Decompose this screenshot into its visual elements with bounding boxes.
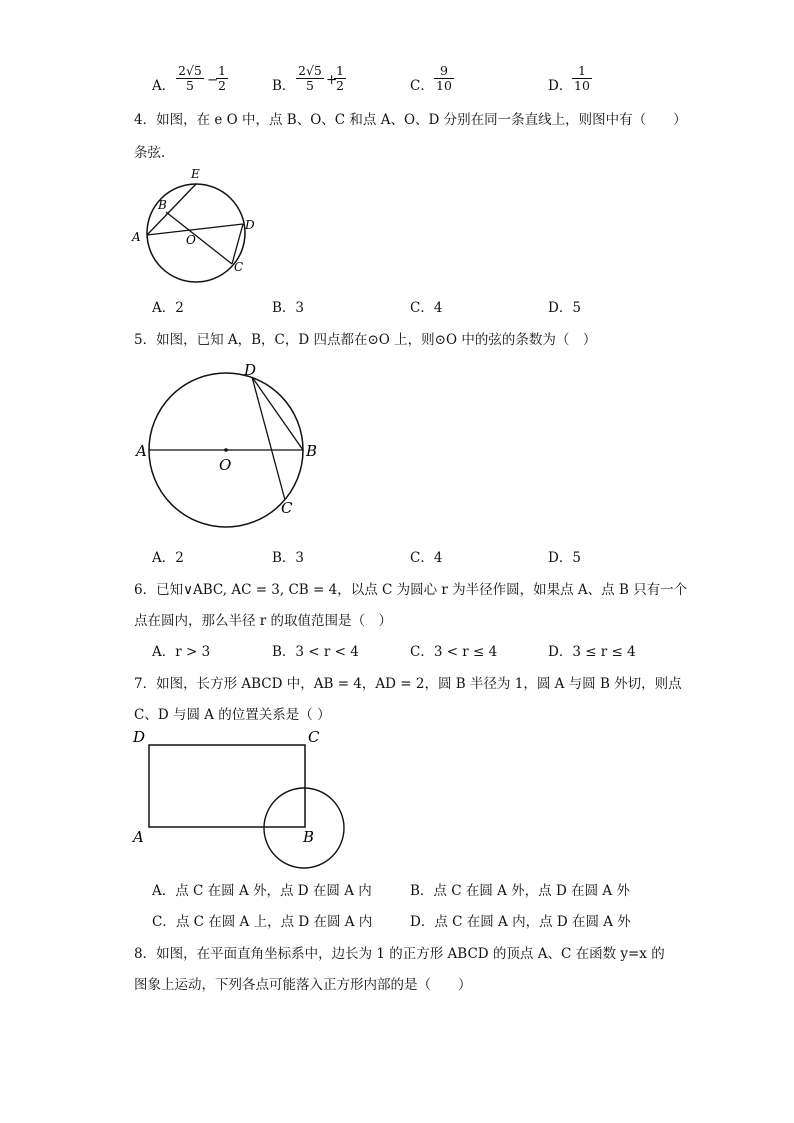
q3-a-frac1: $\frac{2√5}{5}$ (178, 63, 202, 93)
q7-figure (128, 724, 358, 872)
q5-label-d: D (244, 361, 257, 379)
q7-stem-line2: C、D 与圆 A 的位置关系是（ ） (134, 707, 331, 723)
q6-option-d: D．3 ≤ r ≤ 4 (548, 644, 636, 660)
q3-b-frac1: $\frac{2√5}{5}$ (298, 63, 322, 93)
q8-stem-line2: 图象上运动，下列各点可能落入正方形内部的是（ ） (134, 977, 472, 993)
q4-label-d: D (245, 218, 255, 232)
q4-figure (128, 164, 268, 284)
q3-c-frac: $\frac{9}{10}$ (436, 63, 452, 93)
q4-label-a: A (132, 230, 141, 244)
q3-b-operator: + (326, 72, 338, 88)
q4-stem-line2: 条弦． (134, 145, 175, 161)
q3-option-b-label: B． (272, 78, 296, 94)
q7-label-a: A (133, 828, 144, 846)
q5-chord-db (252, 377, 303, 450)
q4-option-a: A．2 (152, 300, 184, 316)
q5-label-a: A (136, 442, 147, 460)
q7-rectangle-abcd (149, 745, 305, 827)
q5-label-b: B (306, 442, 318, 460)
q5-label-c: C (281, 499, 293, 517)
q5-option-a: A．2 (152, 550, 184, 566)
q3-option-a-label: A． (152, 78, 176, 94)
q6-option-c: C．3 < r ≤ 4 (410, 644, 498, 660)
q3-a-frac2: $\frac{1}{2}$ (218, 63, 226, 93)
q4-label-b: B (158, 198, 167, 212)
q5-option-b: B．3 (272, 550, 305, 566)
q4-chord-ae (147, 184, 196, 235)
q4-option-c: C．4 (410, 300, 443, 316)
q3-b-frac2: $\frac{1}{2}$ (336, 63, 344, 93)
q7-option-b: B．点 C 在圆 A 外，点 D 在圆 A 外 (410, 883, 630, 899)
q6-stem-line1: 6．已知∨ABC, AC = 3, CB = 4，以点 C 为圆心 r 为半径作圆，如果点 A、点 B 只有一个 (134, 582, 688, 598)
q7-option-a: A．点 C 在圆 A 外，点 D 在圆 A 内 (152, 883, 372, 899)
q3-d-frac: $\frac{1}{10}$ (574, 63, 590, 93)
q7-label-b: B (303, 828, 315, 846)
q4-option-d: D．5 (548, 300, 581, 316)
q6-option-b: B．3 < r < 4 (272, 644, 359, 660)
q4-label-c: C (234, 260, 244, 274)
q5-option-d: D．5 (548, 550, 581, 566)
q7-stem-line1: 7．如图，长方形 ABCD 中，AB = 4，AD = 2，圆 B 半径为 1，圆 A 与圆 B 外切，则点 (134, 676, 682, 692)
q5-option-c: C．4 (410, 550, 443, 566)
q7-option-c: C．点 C 在圆 A 上，点 D 在圆 A 内 (152, 914, 373, 930)
q7-label-c: C (308, 728, 320, 746)
q5-stem: 5．如图，已知 A，B，C，D 四点都在⊙O 上，则⊙O 中的弦的条数为（ ） (134, 332, 597, 348)
q6-stem-line2: 点在圆内，那么半径 r 的取值范围是（ ） (134, 613, 393, 629)
q7-label-d: D (133, 728, 146, 746)
q5-figure (130, 356, 330, 531)
q5-center-dot (224, 448, 228, 452)
q6-option-a: A．r > 3 (152, 644, 211, 660)
q4-label-o: O (186, 233, 196, 247)
q3-option-c-label: C． (410, 78, 434, 94)
q4-stem-line1: 4．如图，在 e O 中，点 B、O、C 和点 A、O、D 分别在同一条直线上，则图中有（ ） (134, 112, 687, 128)
q7-option-d: D．点 C 在圆 A 内，点 D 在圆 A 外 (410, 914, 631, 930)
q4-line-bc (166, 212, 232, 264)
q3-a-operator: − (207, 72, 219, 88)
q4-option-b: B．3 (272, 300, 305, 316)
q3-option-d-label: D． (548, 78, 573, 94)
q5-label-o: O (219, 456, 232, 474)
q8-stem-line1: 8．如图，在平面直角坐标系中，边长为 1 的正方形 ABCD 的顶点 A、C 在函数 y=x 的 (134, 946, 665, 962)
q4-label-e: E (191, 167, 200, 181)
